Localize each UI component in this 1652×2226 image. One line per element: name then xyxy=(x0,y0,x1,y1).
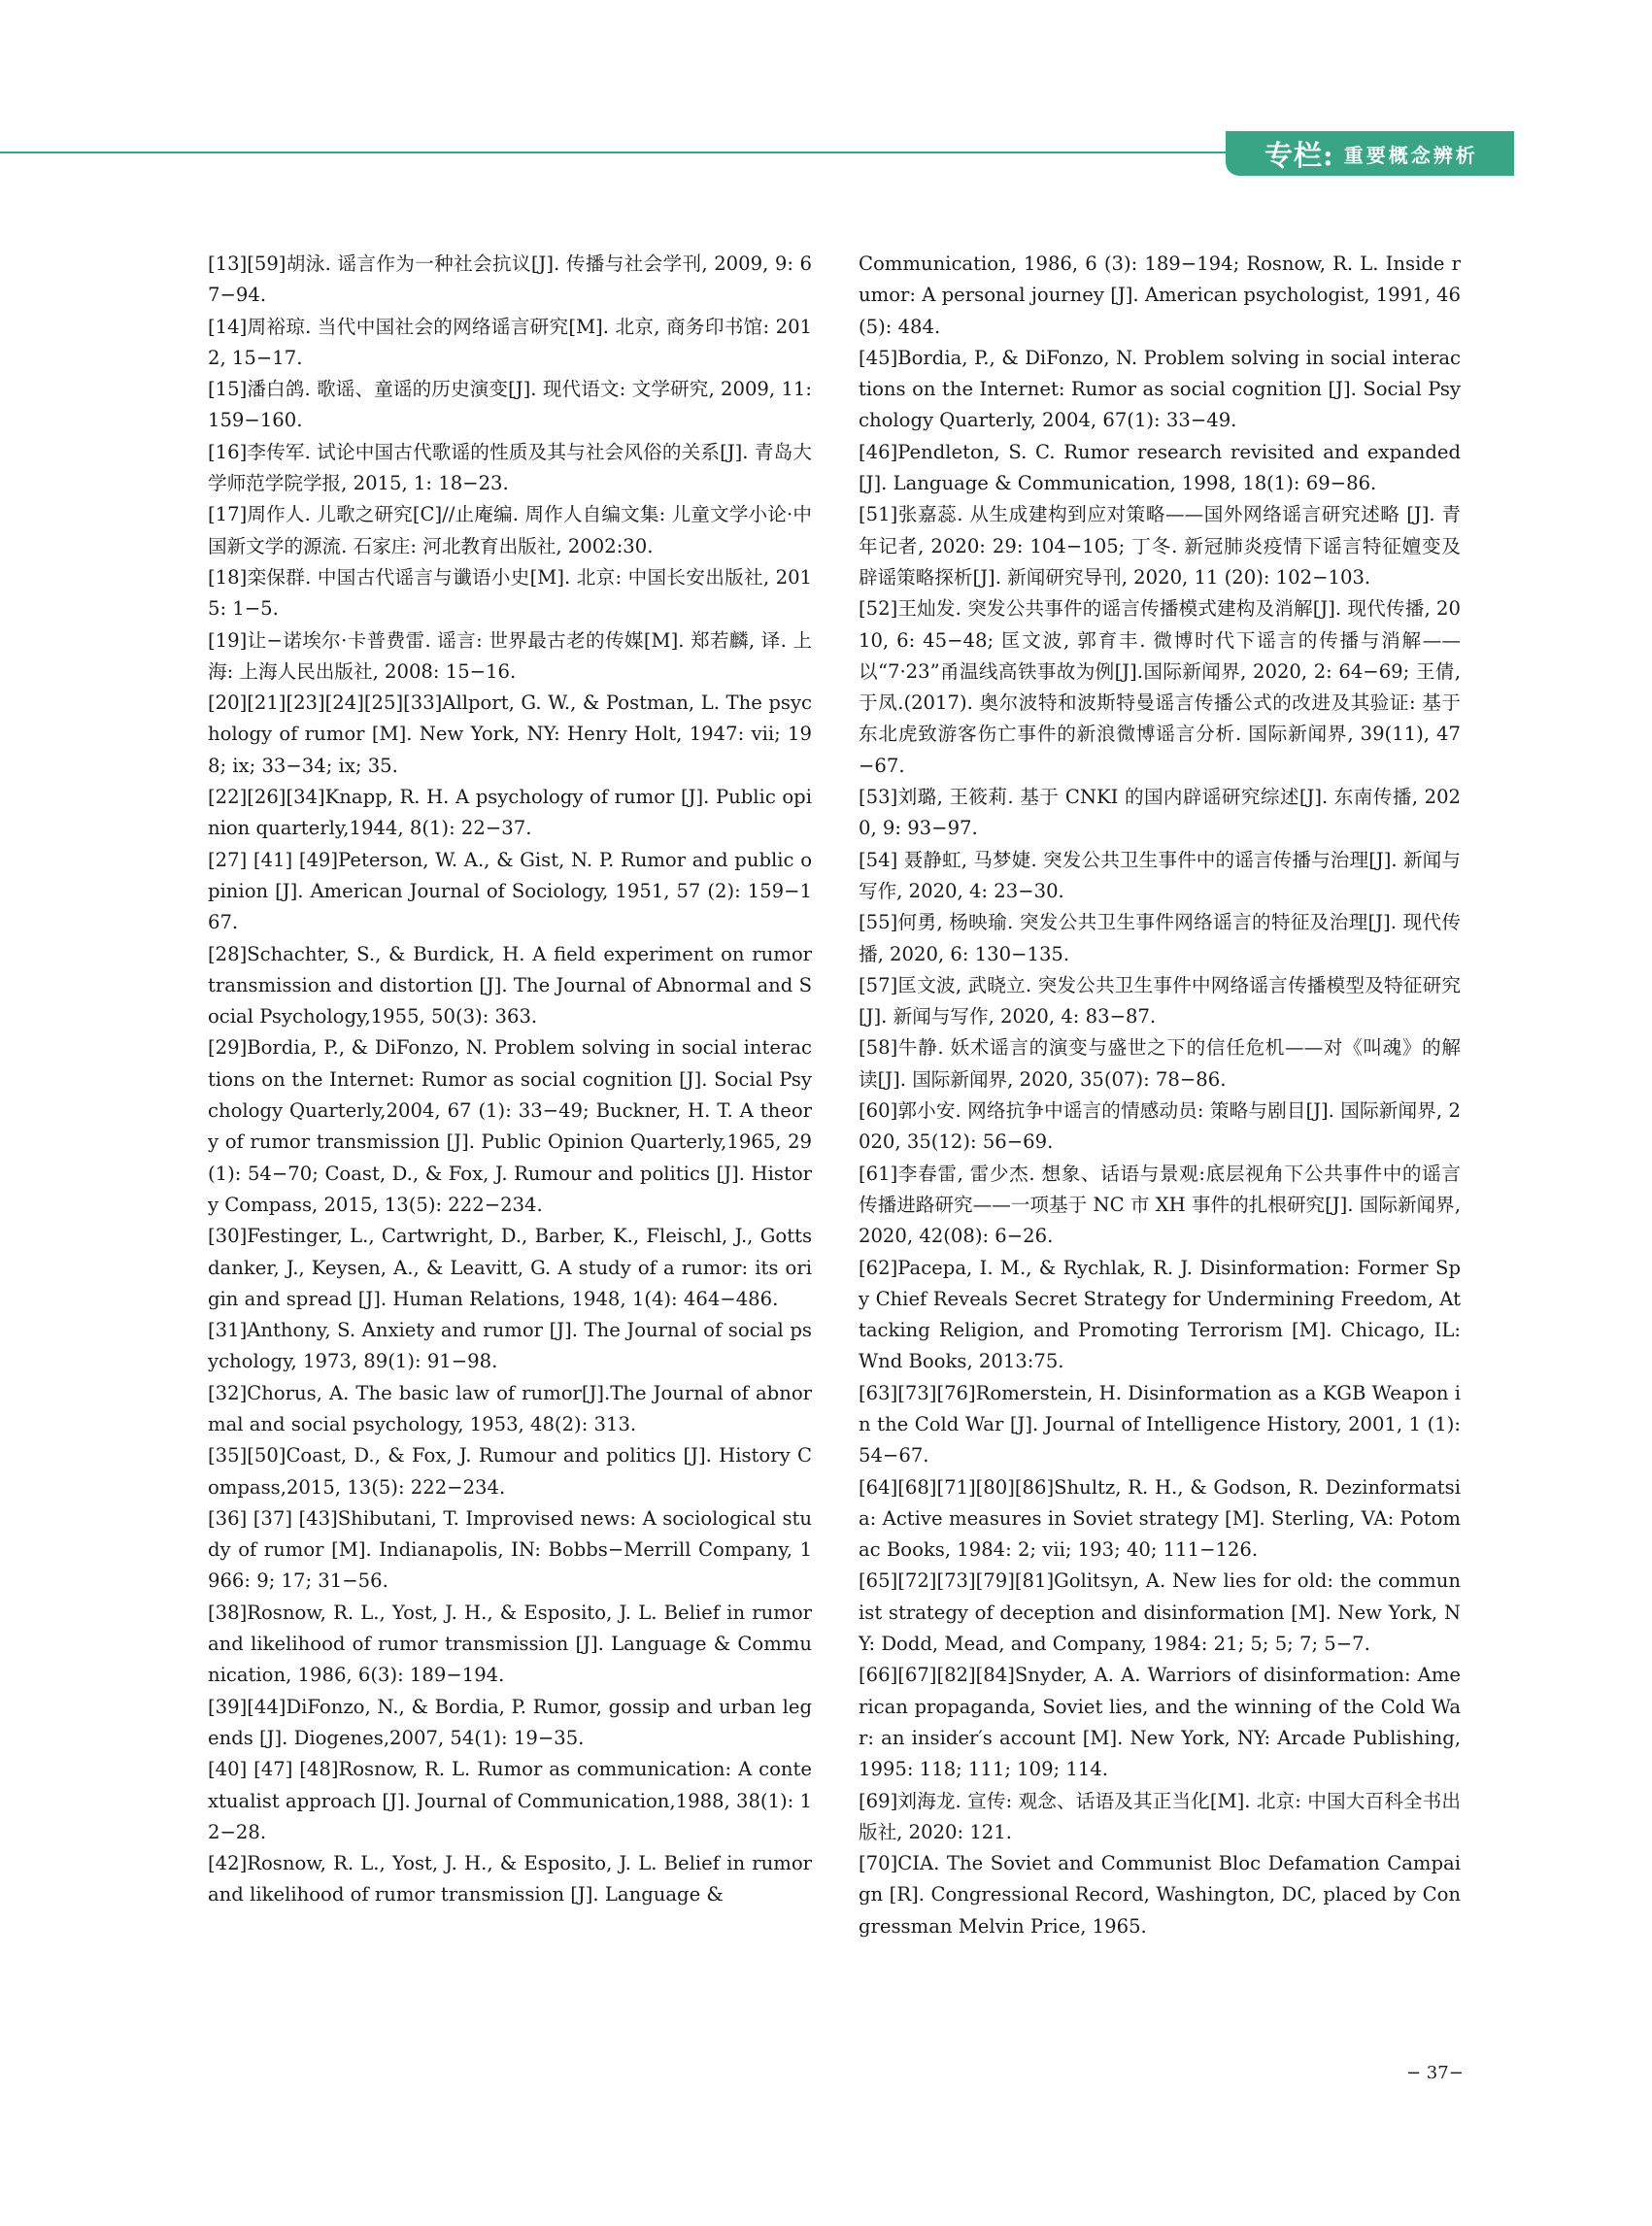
reference-item: Communication, 1986, 6 (3): 189−194; Rosnow, R. L. Inside rumor: A personal journey [J]. American psychologist, 1991, 46(5): 484. xyxy=(859,253,1461,338)
reference-item: [61]李春雷, 雷少杰. 想象、话语与景观:底层视角下公共事件中的谣言传播进路研究——一项基于 NC 市 XH 事件的扎根研究[J]. 国际新闻界, 2020, 42(08): 6−26. xyxy=(859,1162,1461,1248)
reference-item: [57]匡文波, 武晓立. 突发公共卫生事件中网络谣言传播模型及特征研究[J]. 新闻与写作, 2020, 4: 83−87. xyxy=(859,973,1461,1029)
reference-item: [35][50]Coast, D., & Fox, J. Rumour and politics [J]. History Compass,2015, 13(5): 222−234. xyxy=(208,1444,812,1499)
reference-item: [62]Pacepa, I. M., & Rychlak, R. J. Disinformation: Former Spy Chief Reveals Secret Strategy for Undermining Freedom, Attacking Religion, and Promoting Terrorism [M]. Chicago, IL: Wnd Books, 2013:75. xyxy=(859,1256,1461,1373)
reference-item: [18]栾保群. 中国古代谣言与谶语小史[M]. 北京: 中国长安出版社, 2015: 1−5. xyxy=(208,565,812,621)
reference-item: [69]刘海龙. 宣传: 观念、话语及其正当化[M]. 北京: 中国大百科全书出版社, 2020: 121. xyxy=(859,1789,1461,1843)
reference-item: [22][26][34]Knapp, R. H. A psychology of rumor [J]. Public opinion quarterly,1944, 8(1): 22−37. xyxy=(208,786,812,840)
reference-item: [14]周裕琼. 当代中国社会的网络谣言研究[M]. 北京, 商务印书馆: 2012, 15−17. xyxy=(208,315,812,369)
reference-item: [64][68][71][80][86]Shultz, R. H., & Godson, R. Dezinformatsia: Active measures in Soviet strategy [M]. Sterling, VA: Potomac Books, 1984: 2; vii; 193; 40; 111−126. xyxy=(859,1475,1461,1562)
reference-item: [51]张嘉蕊. 从生成建构到应对策略——国外网络谣言研究述略 [J]. 青年记者, 2020: 29: 104−105; 丁冬. 新冠肺炎疫情下谣言特征嬗变及辟谣策略探析[J]. 新闻研究导刊, 2020, 11 (20): 102−103. xyxy=(859,503,1461,589)
reference-item: [30]Festinger, L., Cartwright, D., Barber, K., Fleischl, J., Gottsdanker, J., Keysen, A., & Leavitt, G. A study of a rumor: its origin and spread [J]. Human Relations, 1948, 1(4): 464−486. xyxy=(208,1225,812,1310)
reference-item: [31]Anthony, S. Anxiety and rumor [J]. The Journal of social psychology, 1973, 89(1): 91−98. xyxy=(208,1319,812,1373)
reference-item: [16]李传军. 试论中国古代歌谣的性质及其与社会风俗的关系[J]. 青岛大学师范学院学报, 2015, 1: 18−23. xyxy=(208,440,812,495)
reference-item: [28]Schachter, S., & Burdick, H. A field experiment on rumor transmission and distortion [J]. The Journal of Abnormal and Social Psychology,1955, 50(3): 363. xyxy=(208,942,812,1029)
reference-item: [42]Rosnow, R. L., Yost, J. H., & Esposito, J. L. Belief in rumor and likelihood of rumor transmission [J]. Language & xyxy=(208,1852,812,1906)
reference-item: [39][44]DiFonzo, N., & Bordia, P. Rumor, gossip and urban legends [J]. Diogenes,2007, 54(1): 19−35. xyxy=(208,1695,812,1749)
section-title: 专栏: xyxy=(1264,138,1334,172)
reference-item: [53]刘璐, 王筱莉. 基于 CNKI 的国内辟谣研究综述[J]. 东南传播, 2020, 9: 93−97. xyxy=(859,786,1461,840)
reference-item: [38]Rosnow, R. L., Yost, J. H., & Esposito, J. L. Belief in rumor and likelihood of rumor transmission [J]. Language & Communication, 1986, 6(3): 189−194. xyxy=(208,1601,812,1687)
reference-item: [54] 聂静虹, 马梦婕. 突发公共卫生事件中的谣言传播与治理[J]. 新闻与写作, 2020, 4: 23−30. xyxy=(859,848,1461,902)
reference-item: [36] [37] [43]Shibutani, T. Improvised news: A sociological study of rumor [M]. Indianapolis, IN: Bobbs−Merrill Company, 1966: 9; 17; 31−56. xyxy=(208,1506,812,1593)
reference-item: [40] [47] [48]Rosnow, R. L. Rumor as communication: A contextualist approach [J]. Journal of Communication,1988, 38(1): 12−28. xyxy=(208,1758,812,1843)
reference-item: [55]何勇, 杨映瑜. 突发公共卫生事件网络谣言的特征及治理[J]. 现代传播, 2020, 6: 130−135. xyxy=(859,911,1461,965)
references-left-column xyxy=(208,249,812,1911)
reference-item: [65][72][73][79][81]Golitsyn, A. New lies for old: the communist strategy of deception and disinformation [M]. New York, NY: Dodd, Mead, and Company, 1984: 21; 5; 5; 7; 5−7. xyxy=(859,1569,1461,1656)
reference-item: [63][73][76]Romerstein, H. Disinformation as a KGB Weapon in the Cold War [J]. Journal of Intelligence History, 2001, 1 (1): 54−67. xyxy=(859,1381,1461,1467)
reference-item: [13][59]胡泳. 谣言作为一种社会抗议[J]. 传播与社会学刊, 2009, 9: 67−94. xyxy=(208,253,812,307)
page-number: − 37− xyxy=(1406,2063,1464,2083)
reference-item: [60]郭小安. 网络抗争中谣言的情感动员: 策略与剧目[J]. 国际新闻界, 2020, 35(12): 56−69. xyxy=(859,1099,1461,1154)
reference-item: [52]王灿发. 突发公共事件的谣言传播模式建构及消解[J]. 现代传播, 2010, 6: 45−48; 匡文波, 郭育丰. 微博时代下谣言的传播与消解——以“7·23”甬温线高铁事故为例[J].国际新闻界, 2020, 2: 64−69; 王倩, 于凤.(2017). 奥尔波特和波斯特曼谣言传播公式的改进及其验证: 基于东北虎致游客伤亡事件的新浪微博谣言分析. 国际新闻界, 39(11), 47−67. xyxy=(859,597,1461,777)
reference-item: [15]潘白鸽. 歌谣、童谣的历史演变[J]. 现代语文: 文学研究, 2009, 11: 159−160. xyxy=(208,378,812,432)
section-tab xyxy=(1226,131,1514,176)
reference-item: [32]Chorus, A. The basic law of rumor[J].The Journal of abnormal and social psychology, 1953, 48(2): 313. xyxy=(208,1381,812,1435)
reference-item: [46]Pendleton, S. C. Rumor research revisited and expanded [J]. Language & Communication, 1998, 18(1): 69−86. xyxy=(859,440,1461,495)
reference-item: [19]让−诺埃尔·卡普费雷. 谣言: 世界最古老的传媒[M]. 郑若麟, 译. 上海: 上海人民出版社, 2008: 15−16. xyxy=(208,628,812,683)
reference-item: [58]牛静. 妖术谣言的演变与盛世之下的信任危机——对《叫魂》的解读[J]. 国际新闻界, 2020, 35(07): 78−86. xyxy=(859,1036,1461,1091)
reference-item: [66][67][82][84]Snyder, A. A. Warriors of disinformation: American propaganda, Soviet lies, and the winning of the Cold War: an insider′s account [M]. New York, NY: Arcade Publishing, 1995: 118; 111; 109; 114. xyxy=(859,1664,1461,1781)
reference-item: [45]Bordia, P., & DiFonzo, N. Problem solving in social interactions on the Internet: Rumor as social cognition [J]. Social Psychology Quarterly, 2004, 67(1): 33−49. xyxy=(859,346,1461,432)
reference-item: [20][21][23][24][25][33]Allport, G. W., & Postman, L. The psychology of rumor [M]. New York, NY: Henry Holt, 1947: vii; 198; ix; 33−34; ix; 35. xyxy=(208,691,812,777)
reference-item: [29]Bordia, P., & DiFonzo, N. Problem solving in social interactions on the Internet: Rumor as social cognition [J]. Social Psychology Quarterly,2004, 67 (1): 33−49; Buckner, H. T. A theory of rumor transmission [J]. Public Opinion Quarterly,1965, 29 (1): 54−70; Coast, D., & Fox, J. Rumour and politics [J]. History Compass, 2015, 13(5): 222−234. xyxy=(208,1036,812,1216)
references-right-column xyxy=(859,249,1461,1942)
reference-item: [27] [41] [49]Peterson, W. A., & Gist, N. P. Rumor and public opinion [J]. American Journal of Sociology, 1951, 57 (2): 159−167. xyxy=(208,848,812,934)
reference-item: [70]CIA. The Soviet and Communist Bloc Defamation Campaign [R]. Congressional Record, Washington, DC, placed by Congressman Melvin Price, 1965. xyxy=(859,1852,1461,1938)
reference-item: [17]周作人. 儿歌之研究[C]//止庵编. 周作人自编文集: 儿童文学小论·中国新文学的源流. 石家庄: 河北教育出版社, 2002:30. xyxy=(208,503,812,557)
header-rule xyxy=(0,152,1226,153)
section-subtitle: 重要概念辨析 xyxy=(1343,143,1478,167)
